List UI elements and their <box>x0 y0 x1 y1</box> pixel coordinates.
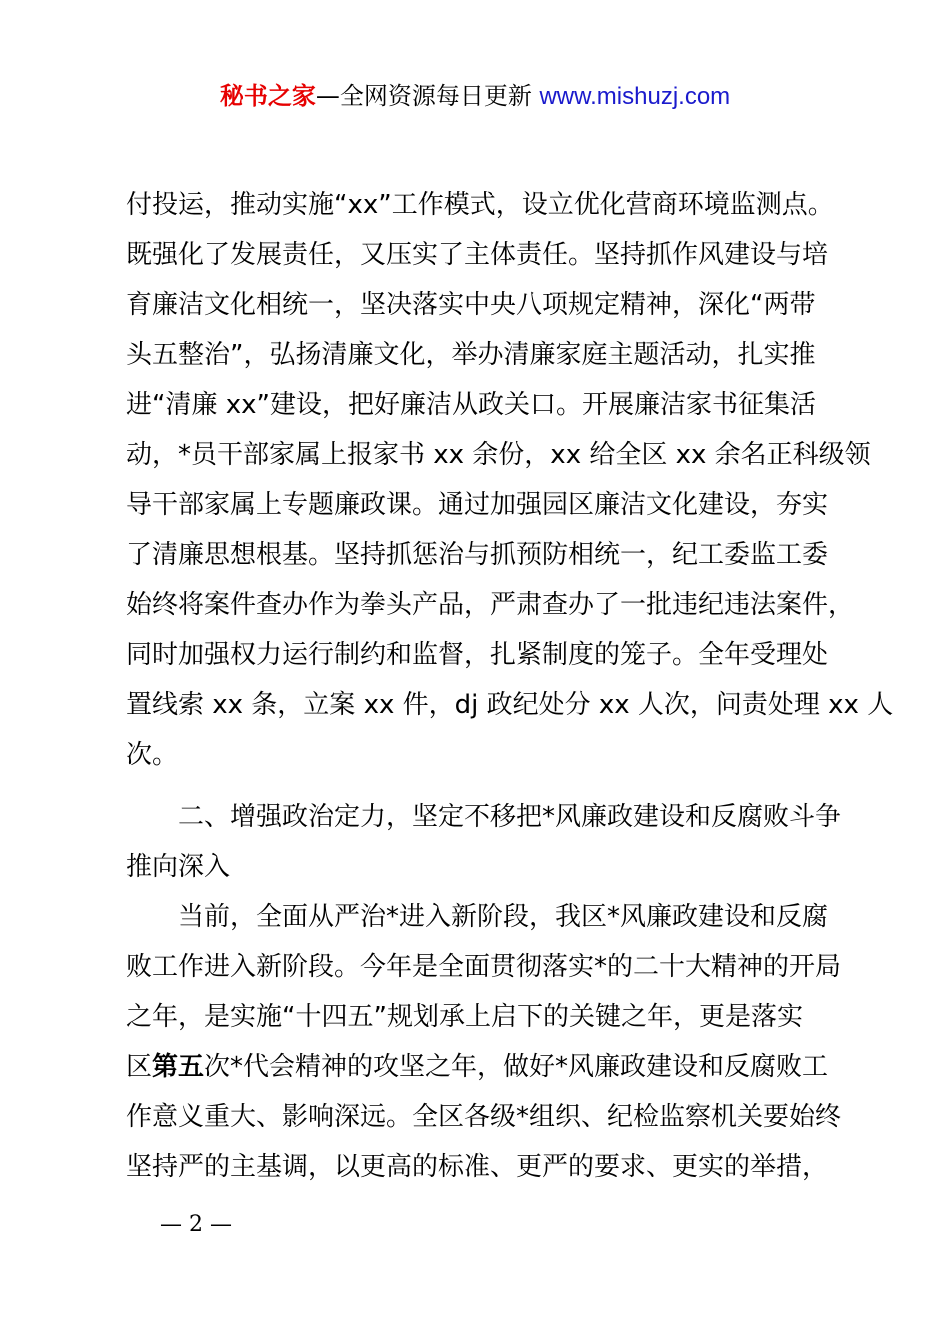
text-line: 导干部家属上专题廉政课。通过加强园区廉洁文化建设，夯实 <box>126 490 829 520</box>
section-heading: 二、增强政治定力，坚定不移把*风廉政建设和反腐败斗争 <box>178 802 842 832</box>
text-line: 动，*员干部家属上报家书 xx 余份，xx 给全区 xx 余名正科级领 <box>126 440 871 470</box>
text-line: 付投运，推动实施“xx”工作模式，设立优化营商环境监测点。 <box>126 190 834 220</box>
text-line: 进“清廉 xx”建设，把好廉洁从政关口。开展廉洁家书征集活 <box>126 390 816 420</box>
text-line: 始终将案件查办作为拳头产品，严肃查办了一批违纪违法案件， <box>126 590 855 620</box>
page-number: — 2 — <box>160 1212 232 1237</box>
text-line: 当前，全面从严治*进入新阶段，我区*风廉政建设和反腐 <box>178 902 829 932</box>
text-line: 育廉洁文化相统一，坚决落实中央八项规定精神，深化“两带 <box>126 290 816 320</box>
text-line: 作意义重大、影响深远。全区各级*组织、纪检监察机关要始终 <box>126 1102 842 1132</box>
document-body <box>126 180 894 1192</box>
text-line: 头五整治”，弘扬清廉文化，举办清廉家庭主题活动，扎实推 <box>126 340 816 370</box>
site-tagline: —全网资源每日更新 <box>315 82 540 110</box>
text-line: 败工作进入新阶段。今年是全面贯彻落实*的二十大精神的开局 <box>126 952 842 982</box>
text-line: 既强化了发展责任，又压实了主体责任。坚持抓作风建设与培 <box>126 240 829 270</box>
text-line-with-bold <box>126 1042 846 1092</box>
text-line: 了清廉思想根基。坚持抓惩治与抓预防相统一，纪工委监工委 <box>126 540 829 570</box>
bold-text-fragment: 第五 <box>152 1052 205 1082</box>
text-fragment: 区 <box>126 1052 153 1082</box>
text-line: 次。 <box>126 740 179 770</box>
section-heading-continuation: 推向深入 <box>126 852 231 882</box>
text-line: 置线索 xx 条，立案 xx 件，dj 政纪处分 xx 人次，问责处理 xx 人 <box>126 690 894 720</box>
text-fragment: 次*代会精神的攻坚之年，做好*风廉政建设和反腐败工 <box>204 1052 829 1082</box>
site-url-link[interactable]: www.mishuzj.com <box>539 83 731 110</box>
site-header <box>0 78 950 115</box>
text-line: 坚持严的主基调，以更高的标准、更严的要求、更实的举措， <box>126 1152 829 1182</box>
site-brand: 秘书之家 <box>219 82 316 110</box>
paragraph-gap <box>126 780 846 792</box>
text-line: 之年，是实施“十四五”规划承上启下的关键之年，更是落实 <box>126 1002 803 1032</box>
text-line: 同时加强权力运行制约和监督，扎紧制度的笼子。全年受理处 <box>126 640 829 670</box>
